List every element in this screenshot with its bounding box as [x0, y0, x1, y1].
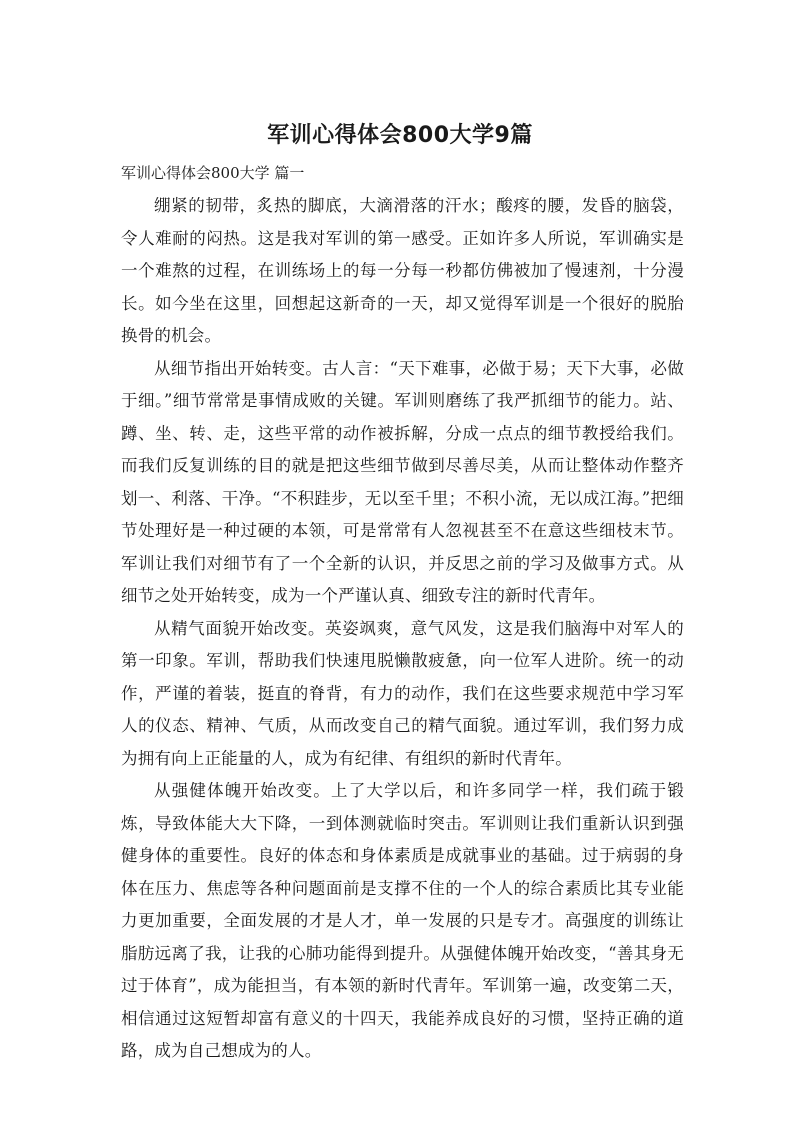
- document-title: 军训心得体会800大学9篇: [267, 123, 533, 148]
- paragraph-2: 从细节指出开始转变。古人言：“天下难事，必做于易；天下大事，必做于细。”细节常常是事情成败的关键。军训则磨练了我严抓细节的能力。站、蹲、坐、转、走，这些平常的动作被拆解，分成一点点的细节教授给我们。而我们反复训练的目的就是把这些细节做到尽善尽美，从而让整体动作整齐划一、利落、干净。“不积跬步，无以至千里；不积小流，无以成江海。”把细节处理好是一种过硬的本领，可是常常有人忽视甚至不在意这些细枝末节。军训让我们对细节有了一个全新的认识，并反思之前的学习及做事方式。从细节之处开始转变，成为一个严谨认真、细致专注的新时代青年。: [121, 358, 684, 605]
- paragraph-4: 从强健体魄开始改变。上了大学以后，和许多同学一样，我们疏于锻炼，导致体能大大下降，一到体测就临时突击。军训则让我们重新认识到强健身体的重要性。良好的体态和身体素质是成就事业的基础。过于病弱的身体在压力、焦虑等各种问题面前是支撑不住的一个人的综合素质比其专业能力更加重要，全面发展的才是人才，单一发展的只是专才。高强度的训练让脂肪远离了我，让我的心肺功能得到提升。从强健体魄开始改变，“善其身无过于体育”，成为能担当，有本领的新时代青年。军训第一遍，改变第二天，相信通过这短暂却富有意义的十四天，我能养成良好的习惯，坚持正确的道路，成为自己想成为的人。: [121, 781, 684, 1060]
- paragraph-1: 绷紧的韧带，炙热的脚底，大滴滑落的汗水；酸疼的腰，发昏的脑袋，令人难耐的闷热。这是我对军训的第一感受。正如许多人所说，军训确实是一个难熬的过程，在训练场上的每一分每一秒都仿佛被加了慢速剂，十分漫长。如今坐在这里，回想起这新奇的一天，却又觉得军训是一个很好的脱胎换骨的机会。: [121, 196, 684, 345]
- section-heading: 军训心得体会800大学 篇一: [121, 164, 305, 182]
- document-body: [121, 160, 684, 1068]
- paragraph-3: 从精气面貌开始改变。英姿飒爽，意气风发，这是我们脑海中对军人的第一印象。军训，帮助我们快速甩脱懒散疲惫，向一位军人进阶。统一的动作，严谨的着装，挺直的脊背，有力的动作，我们在这些要求规范中学习军人的仪态、精神、气质，从而改变自己的精气面貌。通过军训，我们努力成为拥有向上正能量的人，成为有纪律、有组织的新时代青年。: [121, 618, 684, 768]
